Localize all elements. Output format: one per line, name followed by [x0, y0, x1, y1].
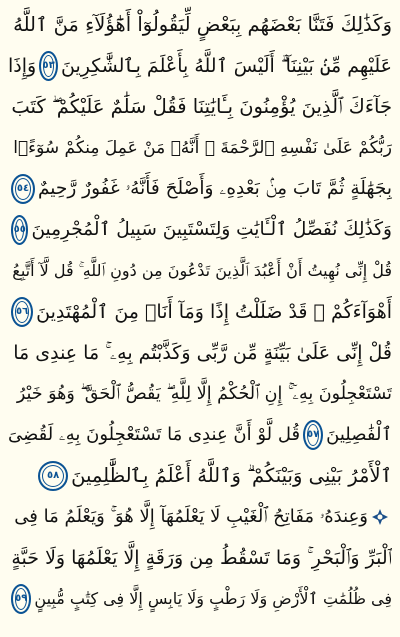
- ayah-number-marker: ٥٤: [11, 174, 35, 204]
- verse-text: جَآءَكَ ٱلَّذِينَ يُؤْمِنُونَ بِـَٔايَٰتِنَا فَقُلْ سَلَٰمٌ عَلَيْكُمْ ۖ كَتَبَ: [11, 95, 392, 118]
- verse-line: [8, 578, 392, 619]
- ayah-number-marker: ٥٥: [11, 215, 28, 245]
- verse-text: فِى ظُلُمَٰتِ ٱلْأَرْضِ وَلَا رَطْبٍ وَلَا يَابِسٍ إِلَّا فِى كِتَٰبٍ مُّبِينٍ: [34, 589, 392, 608]
- verse-line: [8, 4, 392, 45]
- ayah-number-marker: ٥٣: [39, 51, 58, 81]
- verse-text: وَكَذَٰلِكَ فَتَنَّا بَعْضَهُم بِبَعْضٍ لِّيَقُولُوٓاْ أَهَٰٓؤُلَآءِ مَنَّ ٱللَّهُ: [13, 13, 392, 36]
- verse-line: [8, 250, 392, 291]
- verse-text: ٱلْفَٰصِلِينَ: [326, 424, 392, 445]
- verse-text: تَسْتَعْجِلُونَ بِهِۦٓ ۚ إِنِ ٱلْحُكْمُ إِلَّا لِلَّهِ ۖ يَقُصُّ ٱلْحَقَّ ۖ وَهُوَ خَيْرُ: [16, 383, 392, 404]
- hizb-icon: [372, 509, 388, 525]
- verse-text: وَإِذَا: [8, 54, 37, 77]
- ayah-number-marker: ٥٦: [11, 297, 33, 327]
- verse-text: قُلْ إِنِّى نُهِيتُ أَنْ أَعْبُدَ ٱلَّذِينَ تَدْعُونَ مِن دُونِ ٱللَّهِ ۚ قُل لَّآ أَتَّبِعُ: [12, 260, 392, 280]
- ayah-number-marker: ٥٩: [11, 584, 31, 614]
- verse-text: رَبُّكُمْ عَلَىٰ نَفْسِهِ ٱلرَّحْمَةَ ۖ أَنَّهُۥ مَنْ عَمِلَ مِنكُمْ سُوٓءًۢا: [13, 137, 392, 158]
- verse-text: بِجَهَٰلَةٍ ثُمَّ تَابَ مِنۢ بَعْدِهِۦ وَأَصْلَحَ فَأَنَّهُۥ غَفُورٌ رَّحِيمٌ: [37, 178, 392, 199]
- verse-line: [8, 332, 392, 373]
- verse-line: [8, 45, 392, 86]
- ayah-number-marker: ٥٨: [38, 461, 68, 491]
- verse-line: [8, 414, 392, 455]
- verse-text: قُل لَّوْ أَنَّ عِندِى مَا تَسْتَعْجِلُونَ بِهِۦ لَقُضِىَ: [8, 424, 301, 445]
- verse-line: [8, 209, 392, 250]
- verse-line: [8, 496, 392, 537]
- verse-line: [8, 455, 392, 496]
- verse-line: [8, 168, 392, 209]
- verse-text: قُلْ إِنِّى عَلَىٰ بَيِّنَةٍ مِّن رَّبِّى وَكَذَّبْتُم بِهِۦ ۚ مَا عِندِى مَا: [13, 341, 392, 364]
- verse-text: عَلَيْهِم مِّنۢ بَيْنِنَآ ۗ أَلَيْسَ ٱللَّهُ بِأَعْلَمَ بِٱلشَّٰكِرِينَ: [61, 54, 392, 77]
- verse-line: [8, 537, 392, 578]
- verse-text: وَعِندَهُۥ مَفَاتِحُ ٱلْغَيْبِ لَا يَعْلَمُهَآ إِلَّا هُوَ ۚ وَيَعْلَمُ مَا فِى: [14, 506, 368, 527]
- verse-line: [8, 373, 392, 414]
- verse-text: أَهْوَآءَكُمْ ۙ قَدْ ضَلَلْتُ إِذًا وَمَآ أَنَا۠ مِنَ ٱلْمُهْتَدِينَ: [36, 300, 392, 323]
- ayah-number-marker: ٥٧: [303, 420, 323, 450]
- verse-line: [8, 86, 392, 127]
- verse-text: ٱلْبَرِّ وَٱلْبَحْرِ ۚ وَمَا تَسْقُطُ مِن وَرَقَةٍ إِلَّا يَعْلَمُهَا وَلَا حَبَّةٍ: [11, 546, 392, 569]
- verse-text: ٱلْأَمْرُ بَيْنِى وَبَيْنَكُمْ ۗ وَٱللَّهُ أَعْلَمُ بِٱلظَّٰلِمِينَ: [71, 464, 392, 487]
- verse-line: [8, 291, 392, 332]
- verse-text: وَكَذَٰلِكَ نُفَصِّلُ ٱلْـَٔايَٰتِ وَلِتَسْتَبِينَ سَبِيلُ ٱلْمُجْرِمِينَ: [31, 219, 392, 240]
- verse-line: [8, 127, 392, 168]
